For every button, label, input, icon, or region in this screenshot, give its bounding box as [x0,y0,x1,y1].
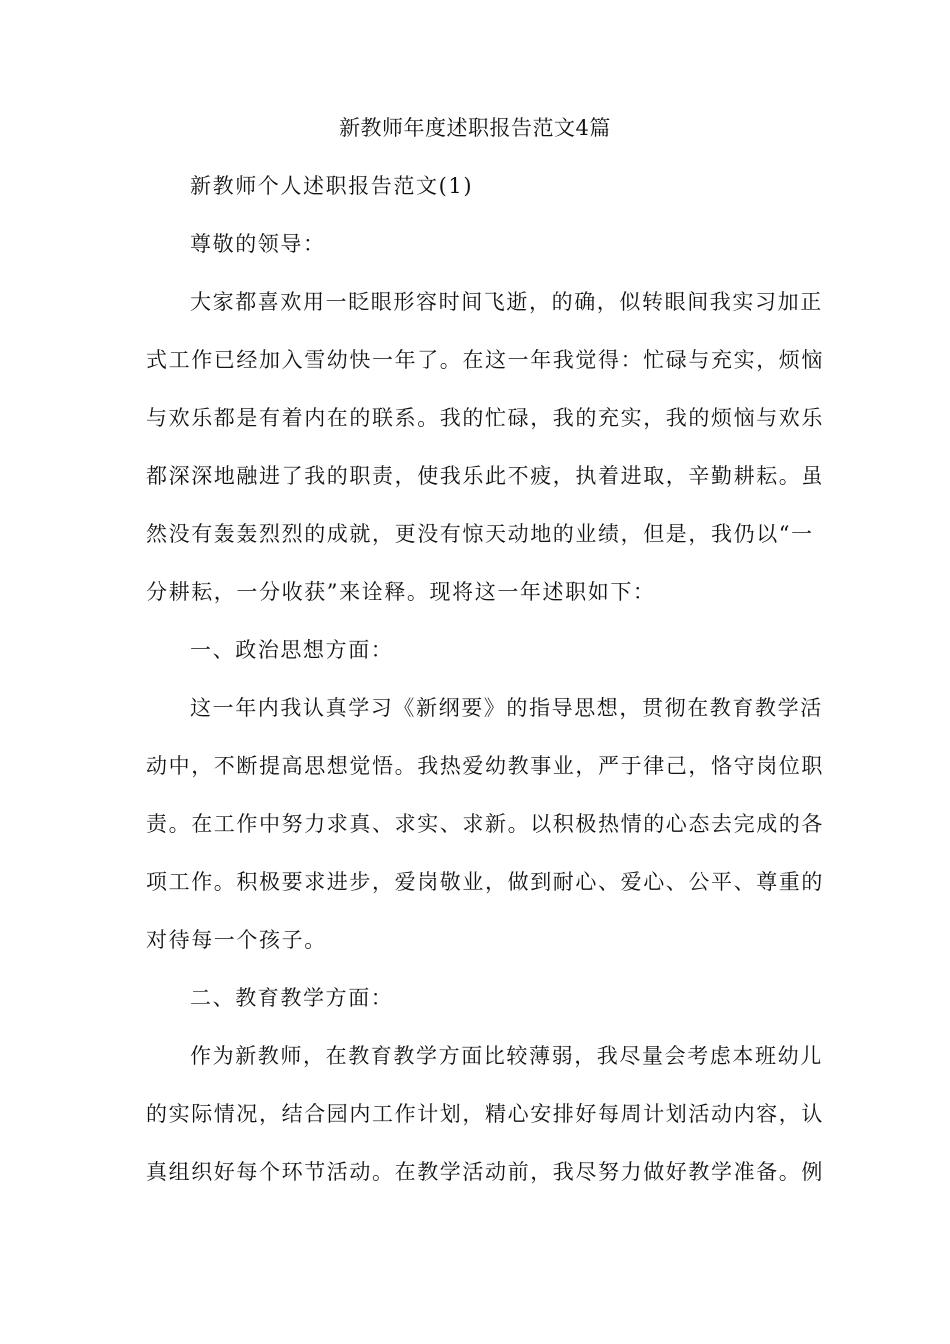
paragraph-line: 与欢乐都是有着内在的联系。我的忙碌，我的充实，我的烦恼与欢乐 [146,406,824,430]
paragraph-line: 大家都喜欢用一眨眼形容时间飞逝，的确，似转眼间我实习加正 [190,290,823,314]
section-heading: 二、教育教学方面： [190,986,394,1010]
paragraph-line: 这一年内我认真学习《新纲要》的指导思想，贯彻在教育教学活 [190,696,823,720]
paragraph-line: 责。在工作中努力求真、求实、求新。以积极热情的心态去完成的各 [146,812,824,836]
paragraph-line: 的实际情况，结合园内工作计划，精心安排好每周计划活动内容，认 [146,1102,824,1126]
paragraph-line: 对待每一个孩子。 [146,928,327,952]
paragraph-line: 真组织好每个环节活动。在教学活动前，我尽努力做好教学准备。例 [146,1160,824,1184]
paragraph-line: 作为新教师，在教育教学方面比较薄弱，我尽量会考虑本班幼儿 [190,1044,823,1068]
section-heading: 一、政治思想方面： [190,638,394,662]
paragraph-line: 式工作已经加入雪幼快一年了。在这一年我觉得：忙碌与充实，烦恼 [146,348,824,372]
paragraph-line: 项工作。积极要求进步，爱岗敬业，做到耐心、爱心、公平、尊重的 [146,870,824,894]
section-heading: 新教师个人述职报告范文(1) [190,174,474,198]
paragraph-line: 都深深地融进了我的职责，使我乐此不疲，执着进取，辛勤耕耘。虽 [146,464,824,488]
paragraph-line: 然没有轰轰烈烈的成就，更没有惊天动地的业绩，但是，我仍以“一 [146,522,814,546]
paragraph-line: 分耕耘，一分收获”来诠释。现将这一年述职如下： [146,580,656,604]
document-title: 新教师年度述职报告范文4篇 [339,116,611,140]
salutation: 尊敬的领导： [190,232,326,256]
paragraph-line: 动中，不断提高思想觉悟。我热爱幼教事业，严于律己，恪守岗位职 [146,754,824,778]
